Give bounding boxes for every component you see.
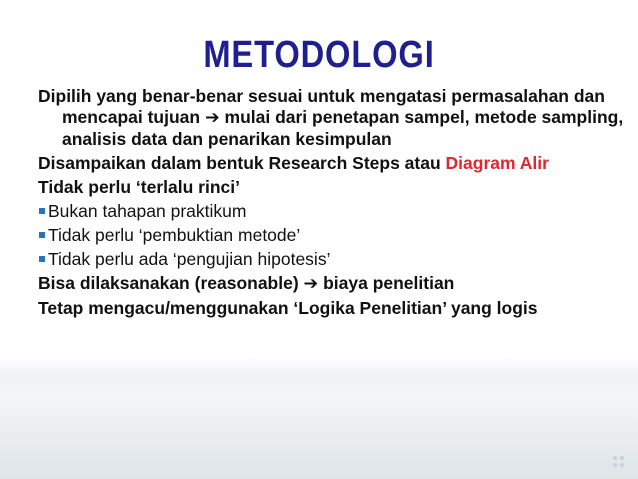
paragraph-4	[38, 273, 628, 295]
bullet-text: Tidak perlu ada ‘pengujian hipotesis’	[48, 249, 331, 269]
slide-content	[38, 86, 628, 319]
bullet-text: Bukan tahapan praktikum	[48, 201, 247, 221]
paragraph-4-text: Bisa dilaksanakan (reasonable)	[38, 273, 304, 293]
arrow-icon: ➔	[204, 108, 220, 128]
paragraph-2-text: Disampaikan dalam bentuk Research Steps atau	[38, 153, 446, 173]
paragraph-3: Tidak perlu ‘terlalu rinci’	[38, 177, 240, 197]
bullet-item	[38, 225, 628, 246]
arrow-icon: ➔	[303, 274, 319, 294]
bullet-text: Tidak perlu ‘pembuktian metode’	[48, 225, 301, 245]
square-bullet-icon	[39, 232, 45, 238]
bullet-item	[38, 249, 628, 270]
paragraph-1-rest: mulai dari penetapan sampel, metode sampling, analisis data dan penarikan kesimpulan	[62, 107, 624, 149]
paragraph-1	[38, 86, 628, 150]
square-bullet-icon	[39, 208, 45, 214]
bullet-item	[38, 201, 628, 222]
background-band-middle	[0, 376, 638, 398]
paragraph-1-text: Dipilih yang benar-benar sesuai untuk mengatasi permasalahan dan mencapai tujuan	[38, 86, 605, 127]
paragraph-5: Tetap mengacu/menggunakan ‘Logika Penelitian’ yang logis	[38, 298, 538, 318]
paragraph-2-highlight: Diagram Alir	[445, 153, 549, 173]
square-bullet-icon	[39, 256, 45, 262]
paragraph-4-rest: biaya penelitian	[318, 273, 455, 293]
slide-title: METODOLOGI	[203, 34, 435, 76]
decorative-dots-icon	[610, 453, 632, 475]
paragraph-2	[38, 153, 628, 174]
background-band-top	[0, 356, 638, 376]
background-band-bottom	[0, 398, 638, 479]
